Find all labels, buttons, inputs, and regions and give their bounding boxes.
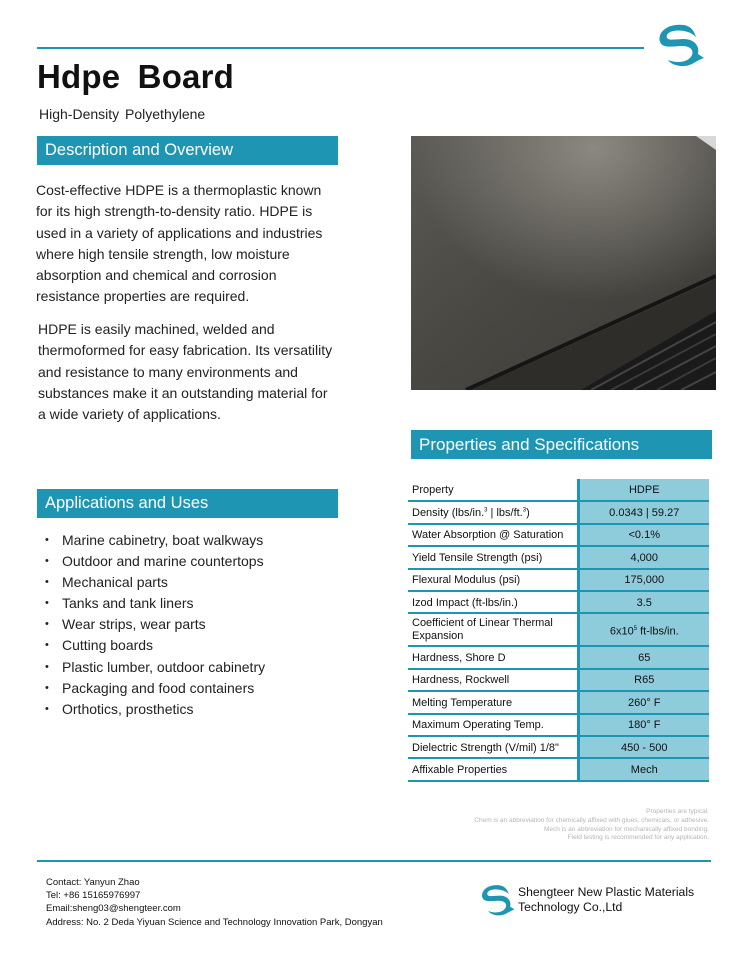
property-value: 180° F <box>578 714 709 736</box>
property-value: 260° F <box>578 691 709 713</box>
bullet-icon: • <box>45 618 49 631</box>
contact-address: Address: No. 2 Deda Yiyuan Science and Technology Innovation Park, Dongyan <box>46 916 383 928</box>
property-name: Dielectric Strength (V/mil) 1/8" <box>408 736 578 758</box>
list-item-text: Cutting boards <box>62 637 154 654</box>
contact-info <box>46 876 383 929</box>
list-item-text: Packaging and food containers <box>62 679 255 696</box>
bullet-icon: • <box>45 702 49 715</box>
footer-divider <box>37 860 711 862</box>
property-name: Maximum Operating Temp. <box>408 714 578 736</box>
list-item <box>45 614 265 635</box>
bullet-icon: • <box>45 660 49 673</box>
company-name <box>518 885 694 915</box>
list-item-text: Mechanical parts <box>62 574 168 591</box>
list-item-text: Outdoor and marine countertops <box>62 553 264 570</box>
property-value: Mech <box>578 758 709 780</box>
section-heading-properties: Properties and Specifications <box>411 430 712 459</box>
table-row <box>408 691 709 713</box>
header-divider <box>37 47 644 49</box>
bullet-icon: • <box>45 576 49 589</box>
description-paragraph: Cost-effective HDPE is a thermoplastic known for its high strength-to-density ratio. HDPE is used in a variety of applications and industries where high tensile strength, low moisture absorption and chemical and corrosion resistance properties are required. <box>36 182 323 305</box>
property-name: Affixable Properties <box>408 758 578 780</box>
properties-table <box>408 479 709 782</box>
footnote: Chem is an abbreviation for chemically affixed with glues, chemicals, or adhesive. <box>474 816 709 824</box>
cte-value-unit: ft-lbs/in. <box>637 625 679 638</box>
list-item-text: Marine cabinetry, boat walkways <box>62 532 264 548</box>
property-value: 175,000 <box>578 569 709 591</box>
property-value: R65 <box>578 669 709 691</box>
superscript: 5 <box>633 625 638 632</box>
page-title: Hdpe Board <box>37 58 235 95</box>
table-header-property: Property <box>408 479 578 501</box>
list-item <box>45 572 265 593</box>
property-name: Hardness, Rockwell <box>408 669 578 691</box>
list-item <box>45 678 265 699</box>
table-row <box>408 613 709 646</box>
table-footnotes <box>474 808 709 843</box>
table-row <box>408 546 709 568</box>
table-row <box>408 591 709 613</box>
page-subtitle: High-Density Polyethylene <box>39 106 206 122</box>
company-logo-icon <box>654 22 706 68</box>
table-row <box>408 758 709 780</box>
property-name: Yield Tensile Strength (psi) <box>408 546 578 568</box>
table-header-row <box>408 479 709 501</box>
list-item-text: Plastic lumber, outdoor cabinetry <box>62 658 266 675</box>
table-row <box>408 501 709 523</box>
bullet-icon: • <box>45 555 49 568</box>
contact-name: Contact: Yanyun Zhao <box>46 877 140 888</box>
section-heading-description: Description and Overview <box>37 136 338 165</box>
density-label-part: | lbs/ft. <box>487 507 523 520</box>
company-logo-icon <box>478 882 516 918</box>
cte-value-base: 6x10 <box>609 625 634 638</box>
list-item <box>45 699 265 720</box>
footnote: Field testing is recommended for any application. <box>567 834 709 842</box>
bullet-icon: • <box>45 597 49 610</box>
list-item-text: Orthotics, prosthetics <box>62 700 194 717</box>
contact-email: Email:sheng03@shengteer.com <box>46 903 181 915</box>
property-name: Water Absorption @ Saturation <box>408 524 578 546</box>
list-item-text: Wear strips, wear parts <box>62 616 206 633</box>
list-item <box>45 551 265 572</box>
property-name <box>408 501 578 523</box>
table-row <box>408 714 709 736</box>
footnote: Mech is an abbreviation for mechanically affixed bonding. <box>543 825 709 833</box>
footnote: Properties are typical. <box>646 808 709 815</box>
bullet-icon: • <box>45 681 49 694</box>
property-name: Coefficient of Linear Thermal Expansion <box>408 613 578 646</box>
bullet-icon: • <box>45 534 49 546</box>
list-item <box>45 530 265 551</box>
list-item <box>45 657 265 678</box>
list-item-text: Tanks and tank liners <box>62 595 194 612</box>
list-item <box>45 635 265 656</box>
table-row <box>408 736 709 758</box>
description-paragraph: HDPE is easily machined, welded and thermoformed for easy fabrication. Its versatility and resistance to many environments and substances make it an outstanding material for a wide variety of applications. <box>38 321 333 423</box>
density-label-part: Density (lbs/in. <box>412 507 485 520</box>
property-value <box>578 613 709 646</box>
property-value: 450 - 500 <box>578 736 709 758</box>
section-heading-applications: Applications and Uses <box>37 489 338 518</box>
bullet-icon: • <box>45 639 49 652</box>
property-value: <0.1% <box>578 524 709 546</box>
property-value: 3.5 <box>578 591 709 613</box>
superscript: 3 <box>484 507 488 514</box>
property-name: Hardness, Shore D <box>408 646 578 668</box>
superscript: 3 <box>522 507 527 514</box>
property-value: 65 <box>578 646 709 668</box>
hdpe-board-photo <box>411 136 716 390</box>
table-row <box>408 669 709 691</box>
company-name-line: Shengteer New Plastic Materials <box>518 885 695 899</box>
company-name-line: Technology Co.,Ltd <box>518 900 623 914</box>
applications-list <box>45 530 265 720</box>
density-label-part: ) <box>526 507 530 520</box>
property-value: 4,000 <box>578 546 709 568</box>
contact-phone: Tel: +86 15165976997 <box>46 890 141 902</box>
property-name: Izod Impact (ft-lbs/in.) <box>408 591 578 613</box>
table-row <box>408 569 709 591</box>
table-row <box>408 646 709 668</box>
list-item <box>45 593 265 614</box>
table-row <box>408 524 709 546</box>
property-value: 0.0343 | 59.27 <box>578 501 709 523</box>
property-name: Melting Temperature <box>408 691 578 713</box>
table-header-material: HDPE <box>578 479 709 501</box>
property-name: Flexural Modulus (psi) <box>408 569 578 591</box>
